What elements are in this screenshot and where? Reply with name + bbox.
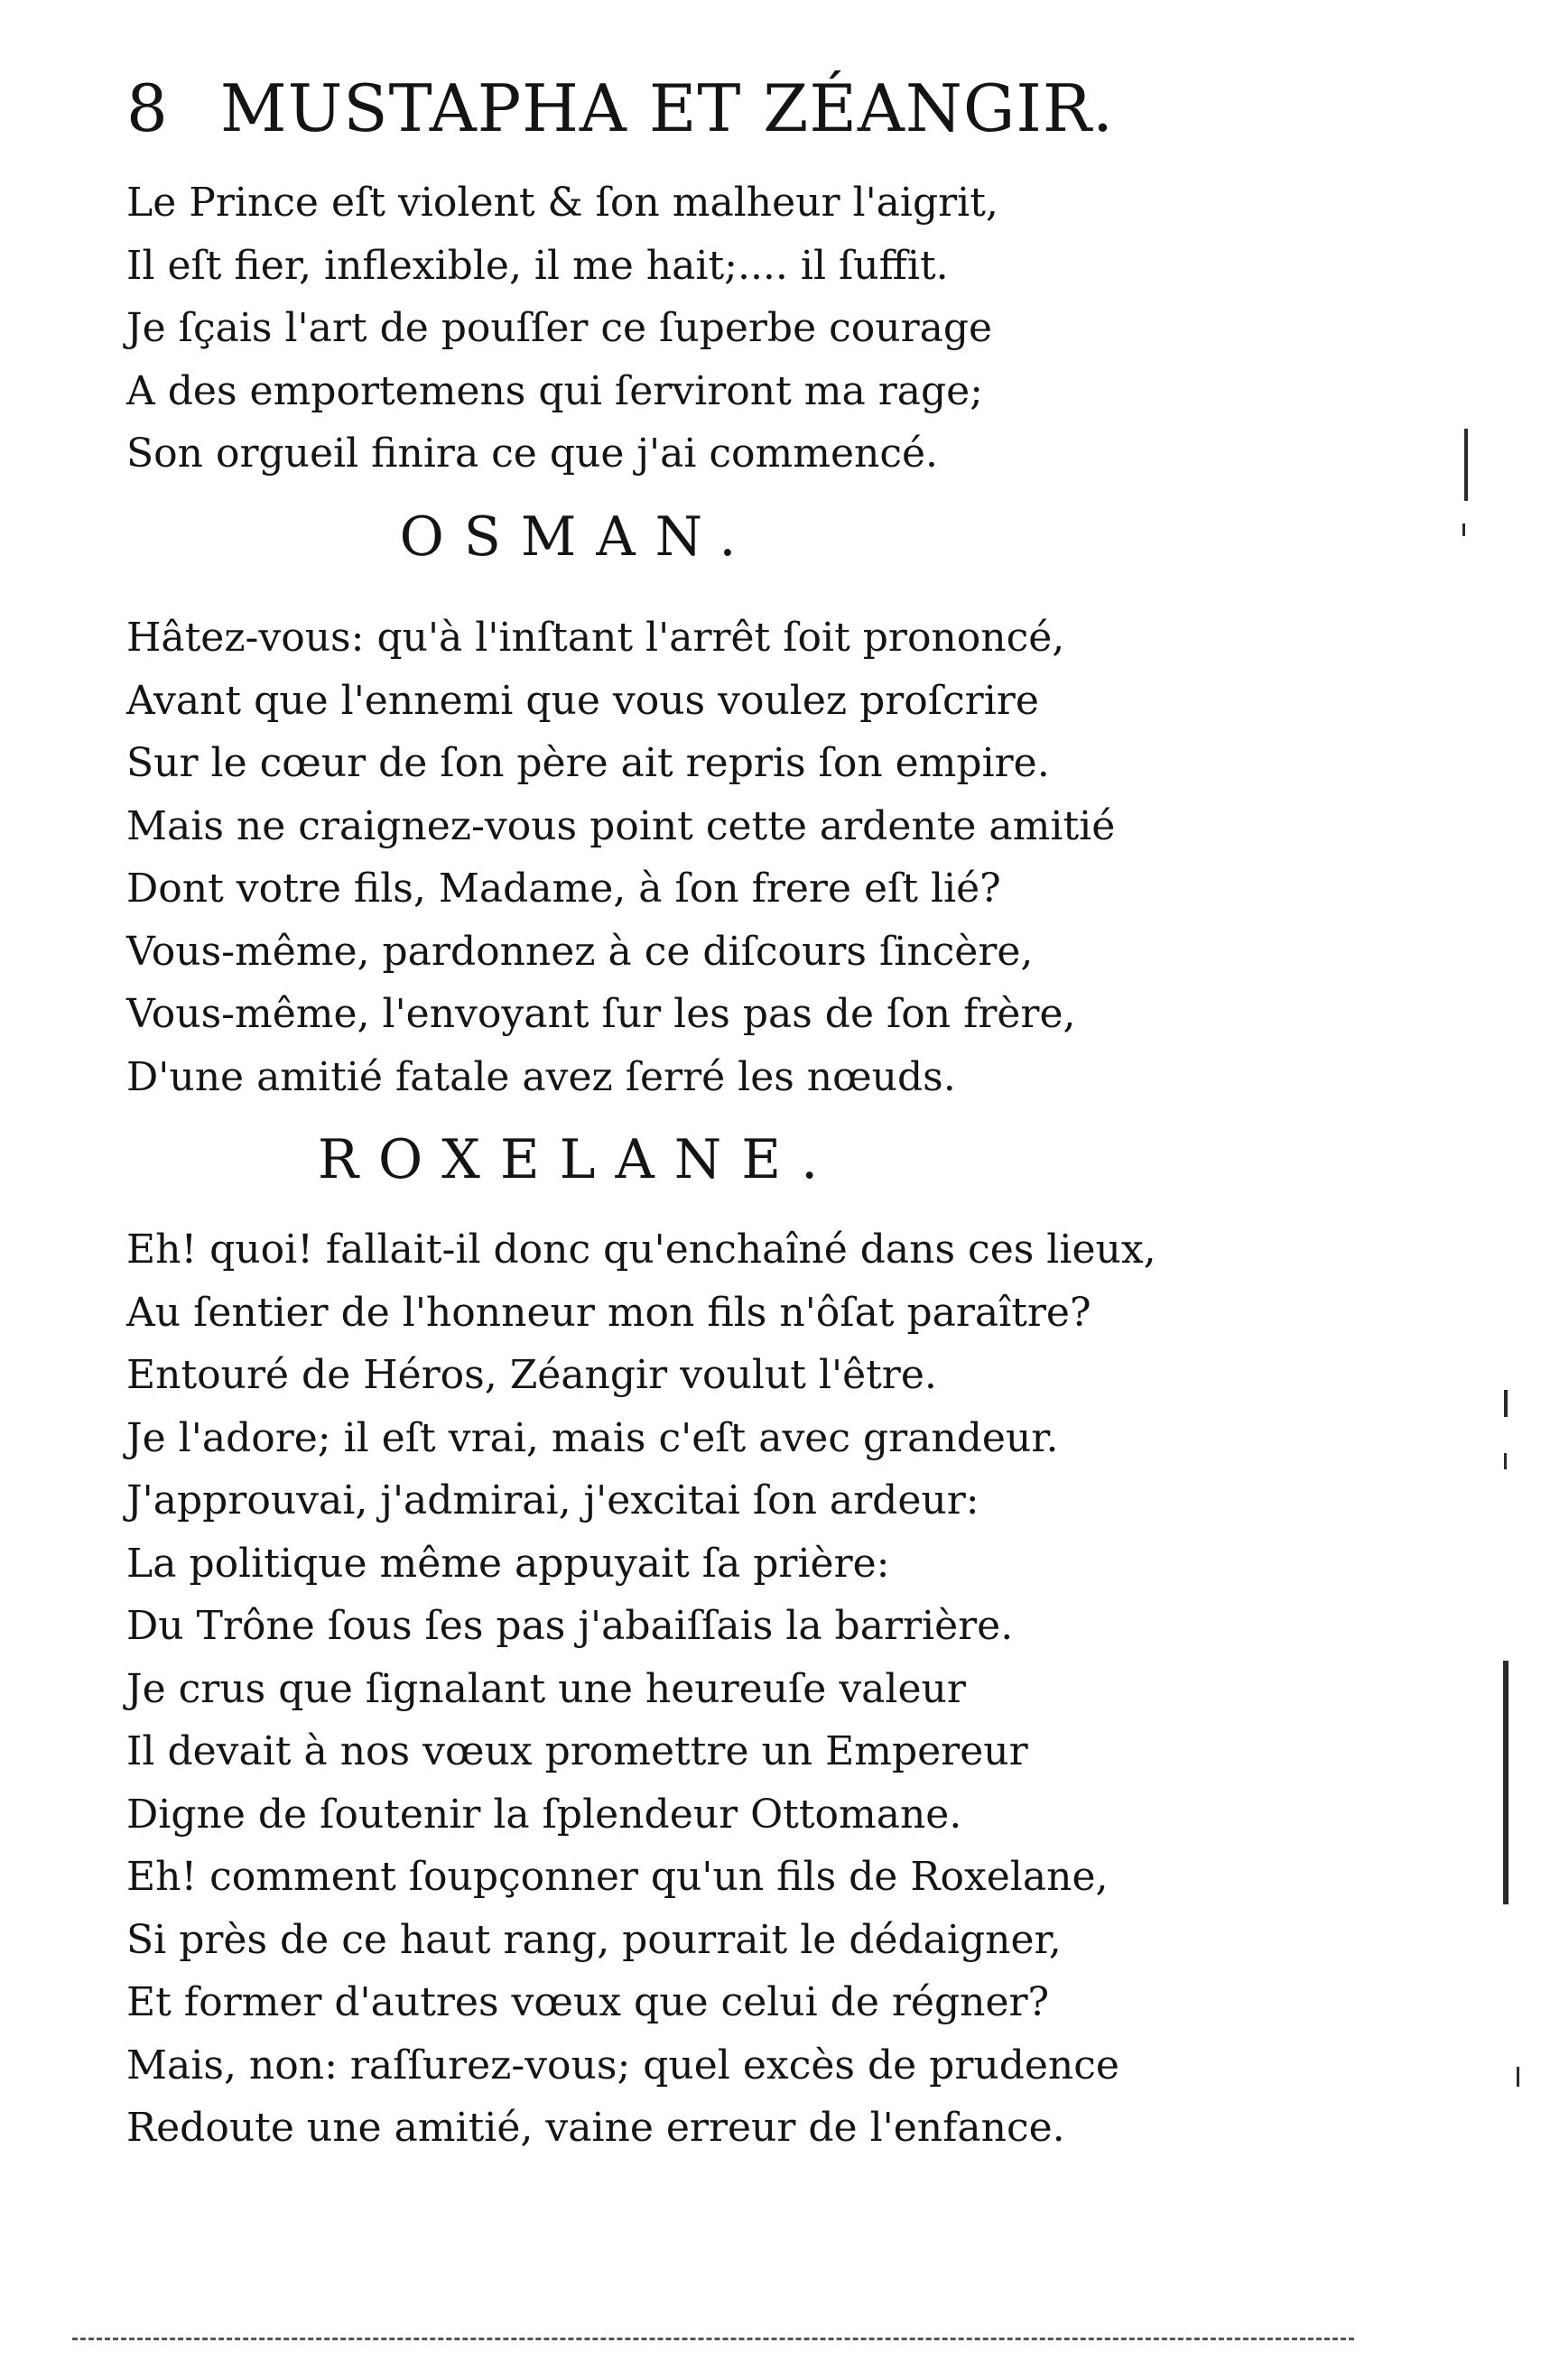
page-bottom-edge [72, 2338, 1354, 2340]
scan-artifact [1504, 1390, 1508, 1417]
verse-line: Vous-même, l'envoyant ſur les pas de ſon frère, [126, 991, 1076, 1037]
verse-line: Avant que l'ennemi que vous voulez proſcrire [126, 677, 1039, 724]
verse-line: Sur le cœur de ſon père ait repris ſon empire. [126, 740, 1050, 786]
verse-line: Il eſt fier, inflexible, il me hait;.... il ſuffit. [126, 242, 949, 289]
verse-line: Vous-même, pardonnez à ce diſcours ſincère, [126, 928, 1034, 975]
verse-line: Le Prince eſt violent & ſon malheur l'aigrit, [126, 180, 998, 226]
verse-line: Il devait à nos vœux promettre un Empereur [126, 1728, 1028, 1774]
running-title: MUSTAPHA ET ZÉANGIR. [219, 70, 1114, 146]
verse-line: Au ſentier de l'honneur mon fils n'ôſat paraître? [126, 1289, 1091, 1336]
speaker-name: ROXELANE. [317, 1128, 839, 1191]
scan-artifact [1503, 1661, 1509, 1904]
verse-line: Je ſçais l'art de pouſſer ce ſuperbe courage [126, 305, 993, 351]
verse-line: Je l'adore; il eſt vrai, mais c'eſt avec grandeur. [126, 1414, 1059, 1461]
verse-line: A des emportemens qui ſerviront ma rage; [126, 367, 983, 414]
verse-line: Du Trône ſous ſes pas j'abaiſſais la barrière. [126, 1603, 1014, 1649]
verse-block [126, 1218, 1156, 2160]
scan-artifact [1464, 429, 1468, 501]
verse-line: Eh! quoi! fallait-il donc qu'enchaîné dans ces lieux, [126, 1227, 1156, 1273]
verse-line: Dont votre fils, Madame, à ſon frere eſt lié? [126, 866, 1001, 912]
verse-block [126, 607, 1137, 1108]
verse-line: Si près de ce haut rang, pourrait le dédaigner, [126, 1916, 1062, 1963]
verse-line: Hâtez-vous: qu'à l'inſtant l'arrêt ſoit prononcé, [126, 615, 1065, 661]
verse-line: Je crus que ſignalant une heureuſe valeur [126, 1665, 966, 1712]
verse-line: Entouré de Héros, Zéangir voulut l'être. [126, 1352, 937, 1398]
verse-line: J'approuvai, j'admirai, j'excitai ſon ardeur: [126, 1477, 979, 1523]
verse-line: Digne de ſoutenir la ſplendeur Ottomane. [126, 1791, 962, 1838]
verse-line: D'une amitié fatale avez ſerré les nœuds. [126, 1053, 956, 1100]
scan-artifact [1517, 2067, 1519, 2087]
verse-line: Son orgueil finira ce que j'ai commencé. [126, 431, 939, 477]
verse-line: Eh! comment ſoupçonner qu'un fils de Roxelane, [126, 1854, 1109, 1900]
scan-artifact [1462, 523, 1465, 536]
page-number: 8 [126, 70, 169, 146]
page-header [126, 70, 1119, 161]
speaker-name: OSMAN. [399, 505, 757, 569]
verse-line: Redoute une amitié, vaine erreur de l'enfance. [126, 2105, 1065, 2151]
verse-line: La politique même appuyait ſa prière: [126, 1540, 890, 1587]
verse-line: Mais, non: raſſurez-vous; quel excès de prudence [126, 2042, 1119, 2088]
verse-line: Mais ne craignez-vous point cette ardente amitié [126, 802, 1116, 849]
verse-block [126, 171, 1137, 486]
scan-artifact [1504, 1453, 1507, 1469]
verse-line: Et former d'autres vœux que celui de régner? [126, 1979, 1050, 2025]
